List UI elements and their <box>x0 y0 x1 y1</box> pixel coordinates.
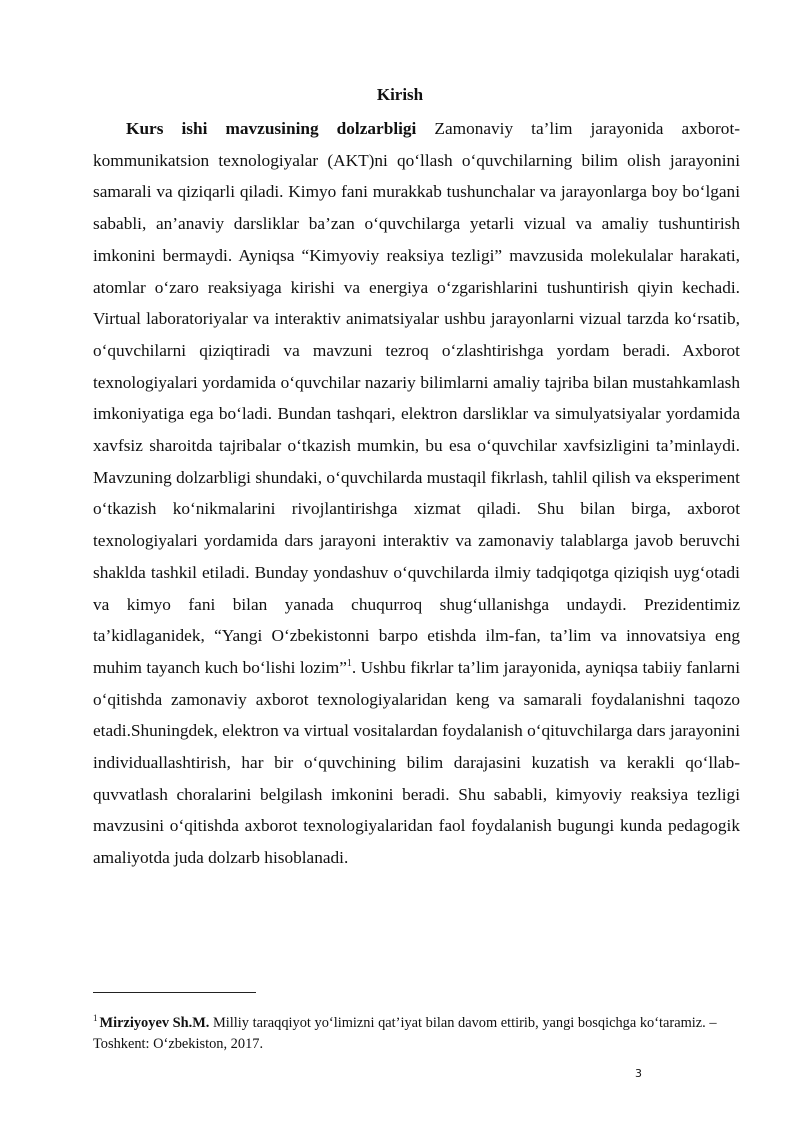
body-paragraph <box>93 113 740 874</box>
paragraph-text-part-2: . Ushbu fikrlar ta’lim jarayonida, ayniqsa tabiiy fanlarni o‘qitishda zamonaviy axborot texnologiyalaridan keng va samarali foydalanishni taqozo etadi.Shuningdek, elektron va virtual vositalardan foydalanish o‘qituvchilarga dars jarayonini individuallashtirish, har bir o‘quvchining bilim darajasini kuzatish va kerakli qo‘llab-quvvatlash choralarini belgilash imkonini beradi. Shu sababli, kimyoviy reaksiya tezligi mavzusini o‘qitishda axborot texnologiyalaridan faol foydalanish bugungi kunda pedagogik amaliyotda juda dolzarb hisoblanadi. <box>93 657 740 868</box>
section-heading: Kirish <box>376 85 424 104</box>
footnote-separator <box>93 992 256 993</box>
page-number: 3 <box>635 1067 642 1080</box>
footnote-reference[interactable]: 1 <box>346 658 352 670</box>
paragraph-lead: Kurs ishi mavzusining dolzarbligi <box>126 119 417 138</box>
footnote-number: 1 <box>93 1013 98 1024</box>
footnote-text: Milliy taraqqiyot yo‘limizni qat’iyat bilan davom ettirib, yangi bosqichga ko‘taramiz. – Toshkent: O‘zbekiston, 2017. <box>93 1015 717 1052</box>
footnote-author: Mirziyoyev Sh.M. <box>99 1015 210 1031</box>
paragraph-text-part-1: Zamonaviy ta’lim jarayonida axborot-kommunikatsion texnologiyalar (AKT)ni qo‘llash o‘quvchilarning bilim olish jarayonini samarali va qiziqarli qiladi. Kimyo fani murakkab tushunchalar va jarayonlarga boy bo‘lgani sababli, an’anaviy darsliklar ba’zan o‘quvchilarga yetarli vizual va amaliy tushuntirish imkonini bermaydi. Ayniqsa “Kimyoviy reaksiya tezligi” mavzusida molekulalar harakati, atomlar o‘zaro reaksiyaga kirishi va energiya o‘zgarishlarini tushuntirish qiyin kechadi. Virtual laboratoriyalar va interaktiv animatsiyalar ushbu jarayonlarni vizual tarzda ko‘rsatib, o‘quvchilarni qiziqtiradi va mavzuni tezroq o‘zlashtirishga yordam beradi. Axborot texnologiyalari yordamida o‘quvchilar nazariy bilimlarni amaliy tajriba bilan mustahkamlash imkoniyatiga ega bo‘ladi. Bundan tashqari, elektron darsliklar va simulyatsiyalar yordamida xavfsiz sharoitda tajribalar o‘tkazish mumkin, bu esa o‘quvchilar xavfsizligini ta’minlaydi. Mavzuning dolzarbligi shundaki, o‘quvchilarda mustaqil fikrlash, tahlil qilish va eksperiment o‘tkazish ko‘nikmalarini rivojlantirishga xizmat qiladi. Shu bilan birga, axborot texnologiyalari yordamida dars jarayoni interaktiv va zamonaviy talablarga javob beruvchi shaklda tashkil etiladi. Bunday yondashuv o‘quvchilarda ilmiy tadqiqotga qiziqish uyg‘otadi va kimyo fani bilan yanada chuqurroq shug‘ullanishga undaydi. Prezidentimiz ta’kidlaganidek, “Yangi O‘zbekistonni barpo etishda ilm-fan, ta’lim va innovatsiya eng muhim tayanch kuch bo‘lishi lozim” <box>93 119 741 677</box>
footnote <box>93 1013 740 1055</box>
